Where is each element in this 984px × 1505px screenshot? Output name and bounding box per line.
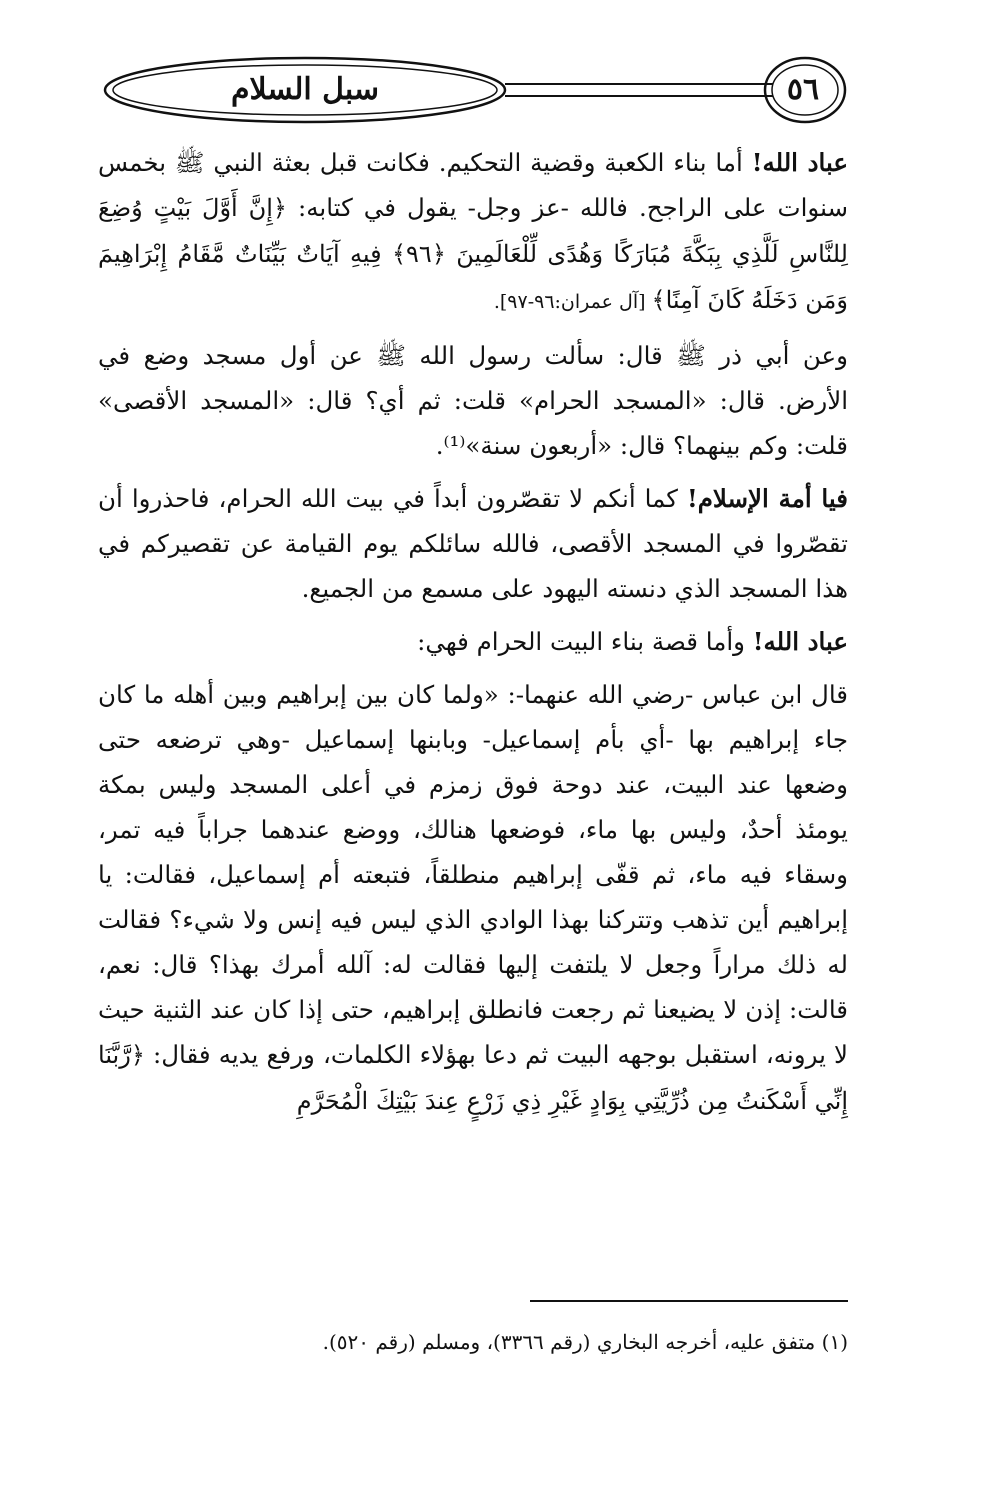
paragraph-lead: عباد الله! bbox=[751, 148, 848, 177]
paragraph-lead: عباد الله! bbox=[752, 627, 848, 656]
paragraph-text: وأما قصة بناء البيت الحرام فهي: bbox=[417, 627, 753, 656]
footnote: (١) متفق عليه، أخرجه البخاري (رقم ٣٣٦٦)، ومسلم (رقم ٥٢٠). bbox=[322, 1330, 848, 1354]
page-header bbox=[95, 50, 850, 130]
verse-reference: [آل عمران:٩٦-٩٧]. bbox=[493, 291, 652, 313]
paragraph bbox=[98, 140, 848, 325]
page-number: ٥٦ bbox=[786, 72, 820, 107]
paragraph bbox=[98, 672, 848, 1124]
quran-verse: ﴿رَّبَّنَا إِنِّي أَسْكَنتُ مِن ذُرِّيَّتِي بِوَادٍ غَيْرِ ذِي زَرْعٍ عِندَ بَيْتِكَ الْمُحَرَّمِ bbox=[98, 1041, 848, 1115]
footnote-separator bbox=[530, 1300, 848, 1302]
body-text bbox=[98, 140, 848, 1132]
paragraph-text: قال ابن عباس -رضي الله عنهما-: «ولما كان بين إبراهيم وبين أهله ما كان جاء إبراهيم بها -أي بأم إسماعيل- وبابنها إسماعيل -وهي ترضعه حتى وضعها عند البيت، عند دوحة فوق زمزم في أعلى المسجد وليس بمكة يومئذ أحدٌ، وليس بها ماء، فوضعها هنالك، ووضع عندهما جراباً فيه تمر، وسقاء فيه ماء، ثم قفّى إبراهيم منطلقاً، فتبعته أم إسماعيل، فقالت: يا إبراهيم أين تذهب وتتركنا بهذا الوادي الذي ليس فيه إنس ولا شيء؟ فقالت له ذلك مراراً وجعل لا يلتفت إليها فقالت له: آلله أمرك بهذا؟ قال: نعم، قالت: إذن لا يضيعنا ثم رجعت فانطلق إبراهيم، حتى إذا كان عند الثنية حيث لا يرونه، استقبل بوجهه البيت ثم دعا بهؤلاء الكلمات، ورفع يديه فقال: bbox=[98, 680, 848, 1069]
paragraph bbox=[98, 476, 848, 611]
quran-verse: ﴿إِنَّ أَوَّلَ بَيْتٍ وُضِعَ لِلنَّاسِ لَلَّذِي بِبَكَّةَ مُبَارَكًا وَهُدًى لِّلْعَالَمِينَ ﴿٩٦﴾ فِيهِ آيَاتٌ بَيِّنَاتٌ مَّقَامُ إِبْرَاهِيمَ وَمَن دَخَلَهُ كَانَ آمِنًا﴾ bbox=[98, 194, 848, 314]
paragraph bbox=[98, 333, 848, 468]
paragraph-text: أما بناء الكعبة وقضية التحكيم. فكانت قبل بعثة النبي ﷺ بخمس سنوات على الراجح. فالله -عز وجل- يقول في كتابه: bbox=[98, 148, 848, 222]
paragraph-text: وعن أبي ذر ﷺ قال: سألت رسول الله ﷺ عن أول مسجد وضع في الأرض. قال: «المسجد الحرام» قلت: ثم أي؟ قال: «المسجد الأقصى» قلت: وكم بينهما؟ قال: «أربعون سنة»⁽¹⁾. bbox=[98, 341, 848, 460]
header-frame bbox=[95, 50, 850, 130]
paragraph-text: كما أنكم لا تقصّرون أبداً في بيت الله الحرام، فاحذروا أن تقصّروا في المسجد الأقصى، فالله سائلكم يوم القيامة عن تقصيركم في هذا المسجد الذي دنسته اليهود على مسمع من الجميع. bbox=[98, 484, 848, 603]
paragraph bbox=[98, 619, 848, 664]
paragraph-lead: فيا أمة الإسلام! bbox=[686, 484, 849, 513]
running-title: سبل السلام bbox=[230, 72, 380, 107]
